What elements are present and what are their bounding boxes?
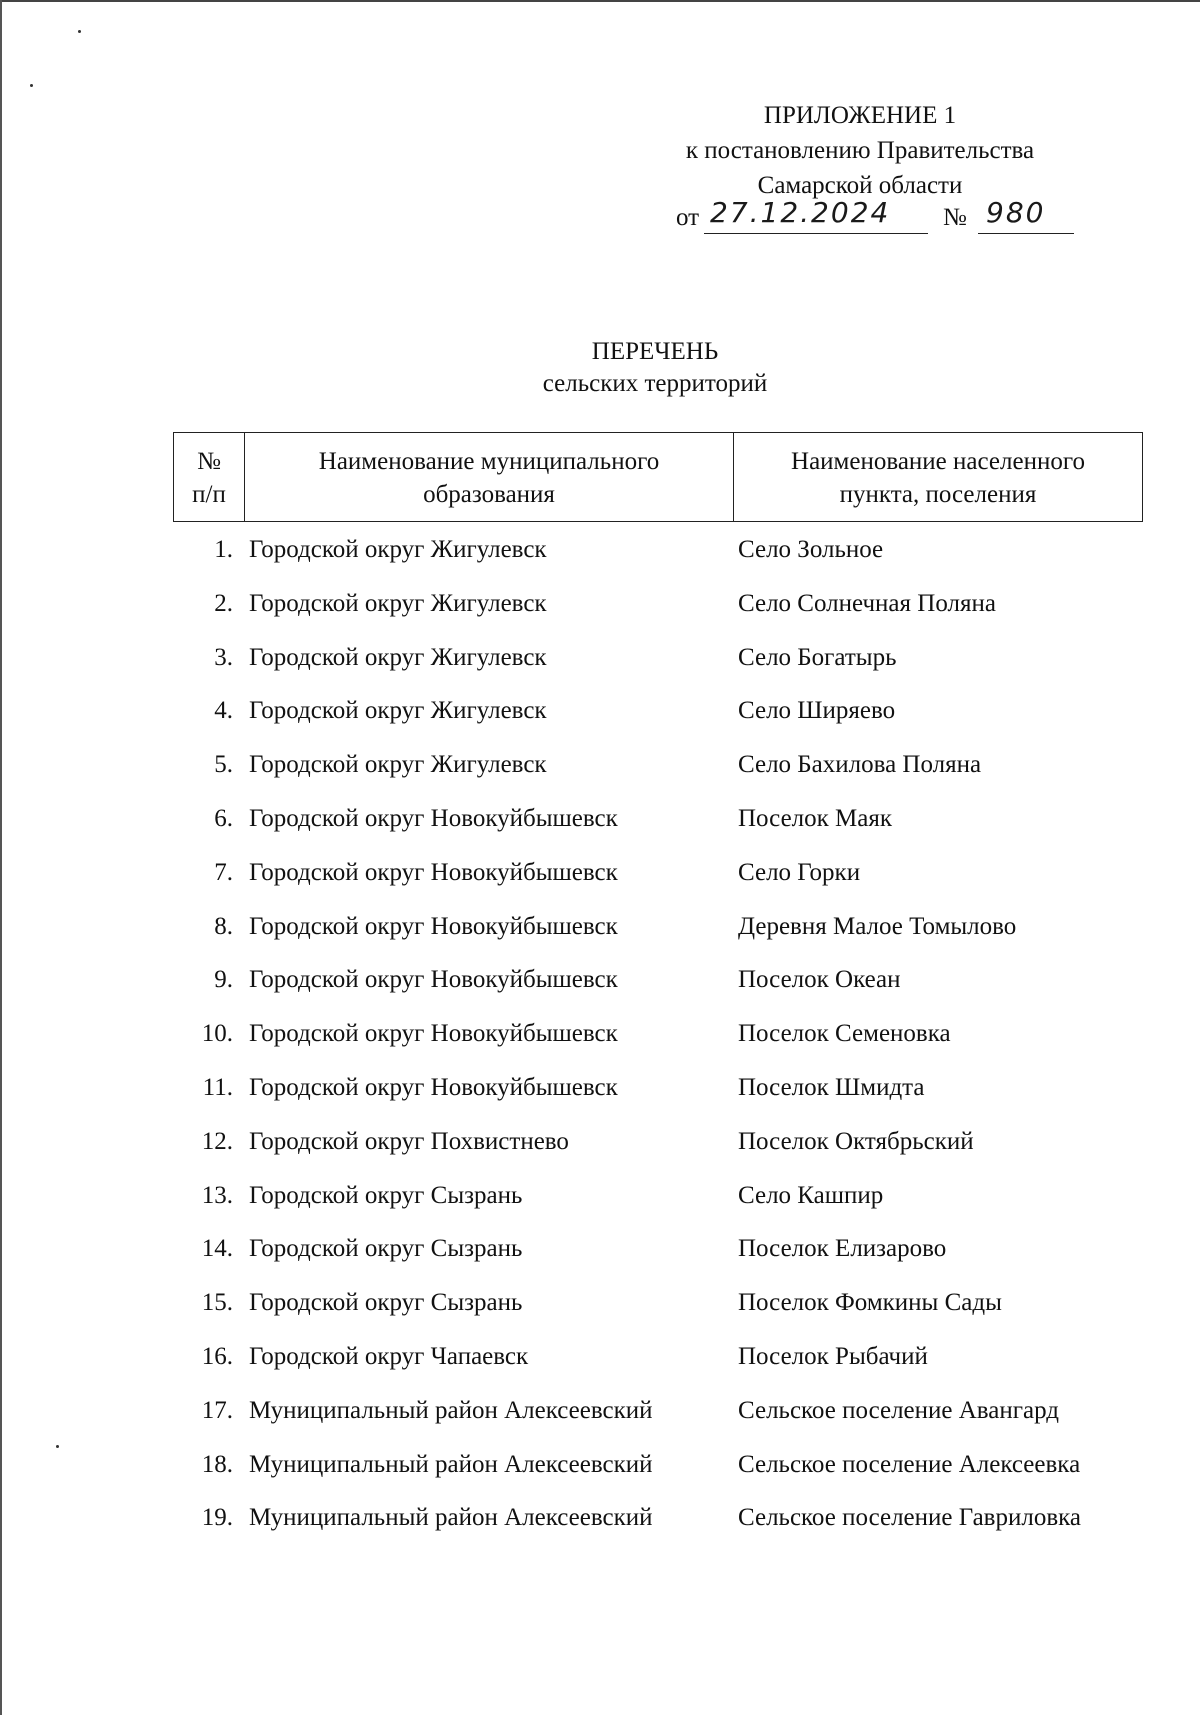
- handwritten-number: 980: [986, 196, 1046, 229]
- row-municipality: Городской округ Сызрань: [249, 1289, 523, 1317]
- header-number-line1: №: [197, 448, 221, 475]
- scan-speck: [78, 30, 81, 33]
- table-row: [173, 903, 1143, 957]
- row-municipality: Муниципальный район Алексеевский: [249, 1396, 653, 1424]
- annex-line-resolution: к постановлению Правительства: [685, 137, 1035, 164]
- list-title: ПЕРЕЧЕНЬ: [591, 338, 719, 365]
- row-number: 11.: [202, 1073, 233, 1101]
- row-municipality: Городской округ Похвистнево: [249, 1127, 569, 1155]
- number-label: №: [943, 204, 967, 231]
- row-municipality: Городской округ Новокуйбышевск: [249, 1020, 618, 1048]
- header-settlement-line2: пункта, поселения: [839, 481, 1037, 508]
- header-settlement: [733, 433, 1142, 521]
- row-municipality: Городской округ Жигулевск: [249, 589, 547, 617]
- scan-speck: [30, 84, 33, 87]
- row-municipality: Городской округ Чапаевск: [249, 1342, 529, 1370]
- row-settlement: Сельское поселение Авангард: [738, 1396, 1059, 1424]
- row-settlement: Сельское поселение Гавриловка: [738, 1504, 1082, 1532]
- row-number: 12.: [201, 1127, 233, 1155]
- list-subtitle: сельских территорий: [542, 370, 768, 397]
- row-municipality: Городской округ Новокуйбышевск: [249, 804, 618, 832]
- number-underline: [978, 233, 1074, 234]
- row-settlement: Село Горки: [738, 858, 861, 886]
- from-label: от: [676, 204, 700, 231]
- row-municipality: Городской округ Жигулевск: [249, 643, 547, 671]
- annex-line-region: Самарской области: [757, 172, 963, 199]
- row-municipality: Городской округ Сызрань: [249, 1181, 523, 1209]
- table-row: [173, 1118, 1143, 1172]
- table-row: [173, 634, 1143, 688]
- row-number: 13.: [201, 1181, 233, 1209]
- scan-edge-left: [0, 0, 2, 1715]
- row-settlement: Поселок Октябрьский: [738, 1127, 974, 1155]
- table-row: [173, 1387, 1143, 1441]
- list-heading: [0, 336, 1200, 400]
- row-settlement: Поселок Рыбачий: [738, 1342, 928, 1370]
- date-underline: [704, 233, 928, 234]
- handwritten-date: 27.12.2024: [710, 196, 891, 229]
- table-row: [173, 1441, 1143, 1495]
- header-number: [174, 433, 244, 521]
- row-settlement: Поселок Океан: [738, 966, 901, 994]
- row-municipality: Городской округ Жигулевск: [249, 536, 547, 563]
- row-number: 2.: [214, 589, 233, 617]
- scan-speck: [56, 1445, 59, 1448]
- table-row: [173, 1333, 1143, 1387]
- table-row: [173, 1010, 1143, 1064]
- header-number-line2: п/п: [192, 481, 226, 508]
- row-number: 4.: [214, 697, 233, 725]
- row-settlement: Поселок Шмидта: [738, 1073, 925, 1101]
- table-row: [173, 956, 1143, 1010]
- header-municipality-line2: образования: [423, 481, 555, 508]
- table-row: [173, 1064, 1143, 1118]
- row-settlement: Поселок Семеновка: [738, 1020, 951, 1048]
- annex-date-number-line: [668, 196, 1088, 238]
- row-municipality: Городской округ Жигулевск: [249, 751, 547, 779]
- row-settlement: Сельское поселение Алексеевка: [738, 1450, 1081, 1478]
- row-settlement: Поселок Фомкины Сады: [738, 1289, 1002, 1317]
- row-settlement: Поселок Елизарово: [738, 1235, 947, 1263]
- row-number: 18.: [201, 1450, 233, 1478]
- row-settlement: Деревня Малое Томылово: [738, 912, 1017, 940]
- row-number: 14.: [201, 1235, 233, 1263]
- row-municipality: Городской округ Новокуйбышевск: [249, 858, 618, 886]
- table-body: [173, 526, 1143, 1548]
- row-municipality: Муниципальный район Алексеевский: [249, 1450, 653, 1478]
- annex-block: [640, 98, 1080, 203]
- row-settlement: Село Бахилова Поляна: [738, 751, 982, 779]
- row-settlement: Село Кашпир: [738, 1181, 884, 1209]
- table-row: [173, 580, 1143, 634]
- row-municipality: Городской округ Новокуйбышевск: [249, 1073, 618, 1101]
- header-settlement-line1: Наименование населенного: [791, 448, 1085, 475]
- row-number: 1.: [214, 536, 233, 563]
- row-number: 3.: [214, 643, 233, 671]
- table-row: [173, 741, 1143, 795]
- row-settlement: Село Богатырь: [738, 643, 897, 671]
- table-row: [173, 1279, 1143, 1333]
- table-row: [173, 1225, 1143, 1279]
- annex-title: ПРИЛОЖЕНИЕ 1: [763, 102, 957, 129]
- table-row: [173, 1494, 1143, 1548]
- row-number: 6.: [214, 804, 233, 832]
- row-municipality: Городской округ Новокуйбышевск: [249, 912, 618, 940]
- table-row: [173, 687, 1143, 741]
- row-number: 5.: [214, 751, 233, 779]
- row-municipality: Городской округ Жигулевск: [249, 697, 547, 725]
- table-header: [173, 432, 1143, 522]
- row-settlement: Поселок Маяк: [738, 804, 893, 832]
- row-settlement: Село Зольное: [738, 536, 884, 563]
- row-number: 7.: [214, 858, 233, 886]
- row-settlement: Село Солнечная Поляна: [738, 589, 996, 617]
- table-row: [173, 526, 1143, 580]
- table-row: [173, 1172, 1143, 1226]
- table-row: [173, 849, 1143, 903]
- row-number: 8.: [214, 912, 233, 940]
- row-number: 10.: [201, 1020, 233, 1048]
- row-number: 15.: [201, 1289, 233, 1317]
- header-municipality-line1: Наименование муниципального: [318, 448, 660, 475]
- row-municipality: Городской округ Новокуйбышевск: [249, 966, 618, 994]
- row-number: 9.: [214, 966, 233, 994]
- row-number: 17.: [201, 1396, 233, 1424]
- row-municipality: Городской округ Сызрань: [249, 1235, 523, 1263]
- row-number: 16.: [201, 1342, 233, 1370]
- scan-edge-top: [0, 0, 1200, 2]
- row-number: 19.: [201, 1504, 233, 1532]
- row-settlement: Село Ширяево: [738, 697, 896, 725]
- row-municipality: Муниципальный район Алексеевский: [249, 1504, 653, 1532]
- table-row: [173, 795, 1143, 849]
- header-municipality: [244, 433, 733, 521]
